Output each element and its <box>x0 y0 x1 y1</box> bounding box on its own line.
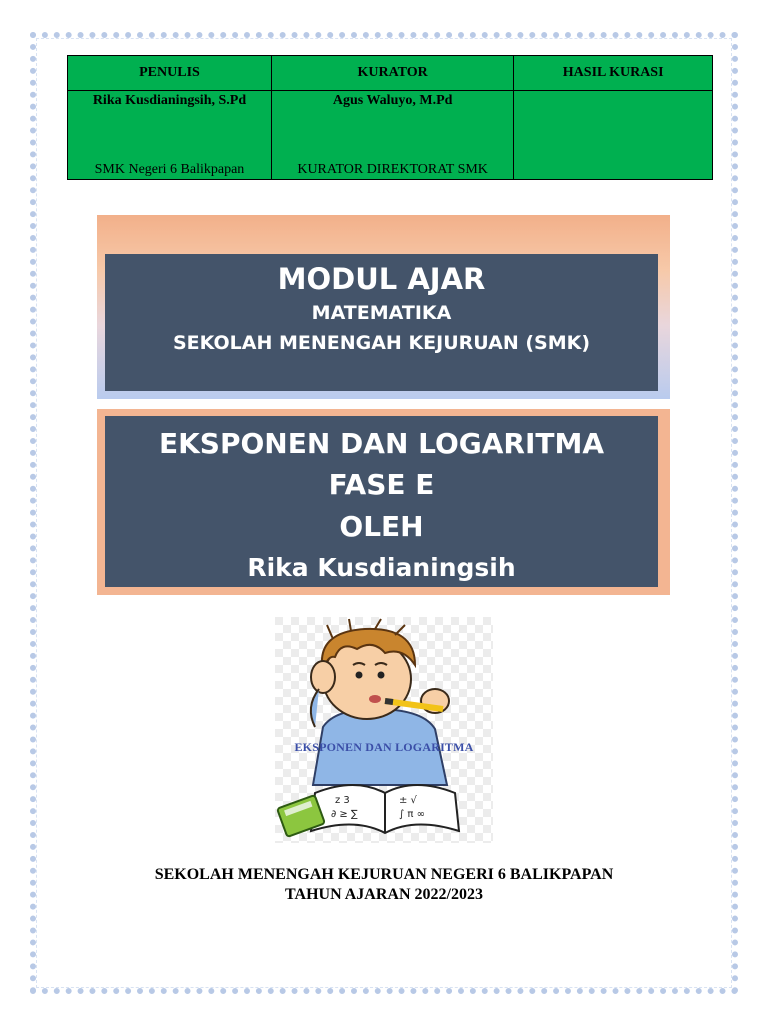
phase-label: FASE E <box>328 468 435 501</box>
credit-table <box>67 55 713 180</box>
credit-table-header-row <box>68 56 713 91</box>
svg-text:z 3: z 3 <box>335 795 350 806</box>
penulis-school: SMK Negeri 6 Balikpapan <box>94 162 245 177</box>
header-hasil-kurasi: HASIL KURASI <box>514 56 713 91</box>
school-level: SEKOLAH MENENGAH KEJURUAN (SMK) <box>172 332 591 354</box>
header-kurator: KURATOR <box>271 56 513 91</box>
topic-banner <box>97 409 670 595</box>
illustration-caption: EKSPONEN DAN LOGARITMA <box>294 740 474 754</box>
module-title: MODUL AJAR <box>277 262 486 296</box>
cell-kurator <box>271 91 513 180</box>
title-panel <box>105 254 658 391</box>
kurator-office: KURATOR DIREKTORAT SMK <box>297 162 488 177</box>
topic-panel <box>105 416 658 587</box>
cell-hasil-kurasi <box>514 91 713 180</box>
author-name: Rika Kusdianingsih <box>247 553 516 582</box>
credit-table-row <box>68 91 713 180</box>
footer-school: SEKOLAH MENENGAH KEJURUAN NEGERI 6 BALIKPAPAN <box>154 866 614 883</box>
subject-title: MATEMATIKA <box>311 302 452 324</box>
kurator-name: Agus Waluyo, M.Pd <box>332 93 453 108</box>
student-thinking-icon <box>275 617 493 843</box>
svg-text:∂ ≥ ∑: ∂ ≥ ∑ <box>331 809 358 820</box>
title-banner <box>97 215 670 399</box>
cell-penulis <box>68 91 272 180</box>
by-label: OLEH <box>339 510 424 543</box>
penulis-name: Rika Kusdianingsih, S.Pd <box>92 93 247 108</box>
footer-year: TAHUN AJARAN 2022/2023 <box>285 886 483 903</box>
header-penulis: PENULIS <box>68 56 272 91</box>
topic-title: EKSPONEN DAN LOGARITMA <box>158 427 605 460</box>
svg-text:± √: ± √ <box>399 795 417 806</box>
svg-text:∫ π ∞: ∫ π ∞ <box>399 809 425 820</box>
